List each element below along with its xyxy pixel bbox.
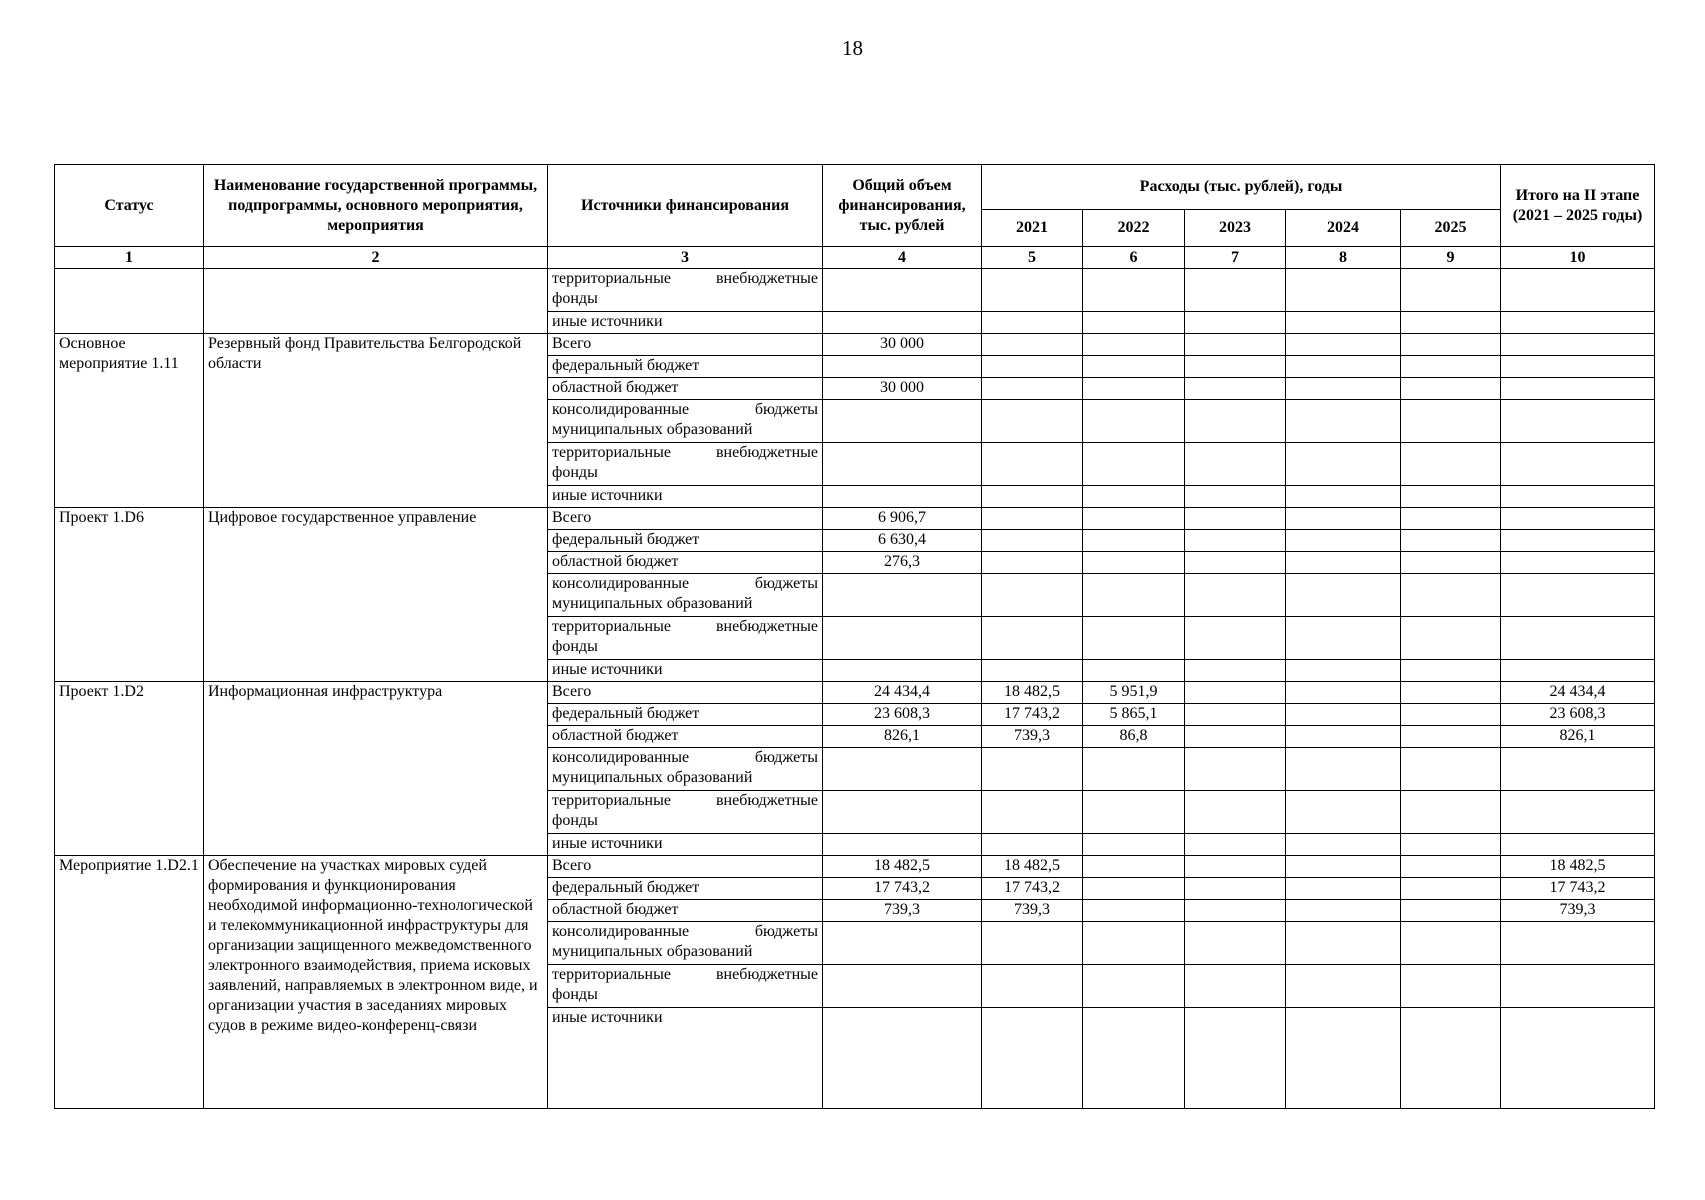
table-row: [55, 269, 1655, 312]
value-cell: 30 000: [823, 334, 982, 356]
row-status: Основное мероприятие 1.11: [55, 334, 204, 508]
value-cell: [982, 1008, 1083, 1109]
value-cell: [1501, 834, 1655, 856]
row-status: Проект 1.D2: [55, 682, 204, 856]
funding-source: федеральный бюджет: [548, 704, 823, 726]
value-cell: [823, 486, 982, 508]
value-cell: [1185, 922, 1286, 965]
value-cell: [1501, 508, 1655, 530]
value-cell: [1286, 617, 1401, 660]
funding-source: консолидированные бюджеты муниципальных образований: [548, 400, 823, 443]
value-cell: [823, 791, 982, 834]
value-cell: [982, 312, 1083, 334]
value-cell: [1401, 312, 1501, 334]
value-cell: [1083, 1008, 1185, 1109]
value-cell: [1286, 791, 1401, 834]
row-name: [204, 269, 548, 334]
value-cell: [1286, 965, 1401, 1008]
value-cell: [1083, 965, 1185, 1008]
value-cell: [1401, 574, 1501, 617]
value-cell: [1185, 748, 1286, 791]
value-cell: [1083, 552, 1185, 574]
funding-source: федеральный бюджет: [548, 878, 823, 900]
funding-source: Всего: [548, 856, 823, 878]
funding-source: консолидированные бюджеты муниципальных образований: [548, 574, 823, 617]
value-cell: [1286, 508, 1401, 530]
value-cell: 739,3: [1501, 900, 1655, 922]
value-cell: [1185, 356, 1286, 378]
value-cell: 17 743,2: [982, 878, 1083, 900]
value-cell: [823, 922, 982, 965]
column-number: 1: [55, 247, 204, 269]
row-status: [55, 269, 204, 334]
value-cell: [1185, 617, 1286, 660]
funding-source: территориальные внебюджетные фонды: [548, 617, 823, 660]
value-cell: [1286, 682, 1401, 704]
value-cell: [1185, 334, 1286, 356]
value-cell: [1286, 356, 1401, 378]
value-cell: [1286, 400, 1401, 443]
value-cell: 23 608,3: [823, 704, 982, 726]
value-cell: [1286, 856, 1401, 878]
header-year-2021: 2021: [982, 210, 1083, 247]
value-cell: [982, 552, 1083, 574]
value-cell: [1501, 530, 1655, 552]
value-cell: [982, 356, 1083, 378]
funding-source: территориальные внебюджетные фонды: [548, 269, 823, 312]
value-cell: [1083, 748, 1185, 791]
column-number: 8: [1286, 247, 1401, 269]
funding-source: областной бюджет: [548, 726, 823, 748]
value-cell: [982, 834, 1083, 856]
value-cell: [982, 791, 1083, 834]
value-cell: [1286, 443, 1401, 486]
value-cell: [1185, 682, 1286, 704]
header-expenses: Расходы (тыс. рублей), годы: [982, 165, 1501, 210]
header-year-2023: 2023: [1185, 210, 1286, 247]
value-cell: [823, 1008, 982, 1109]
value-cell: 17 743,2: [982, 704, 1083, 726]
value-cell: 6 906,7: [823, 508, 982, 530]
value-cell: [1401, 900, 1501, 922]
funding-source: иные источники: [548, 1008, 823, 1109]
value-cell: [1083, 378, 1185, 400]
value-cell: [1501, 443, 1655, 486]
row-status: Проект 1.D6: [55, 508, 204, 682]
value-cell: [1185, 791, 1286, 834]
value-cell: 18 482,5: [982, 682, 1083, 704]
value-cell: [982, 922, 1083, 965]
value-cell: [1185, 443, 1286, 486]
value-cell: [1083, 400, 1185, 443]
value-cell: [982, 486, 1083, 508]
value-cell: [1286, 1008, 1401, 1109]
value-cell: [1083, 922, 1185, 965]
value-cell: [1401, 878, 1501, 900]
value-cell: [1401, 682, 1501, 704]
value-cell: [1401, 617, 1501, 660]
value-cell: 739,3: [982, 900, 1083, 922]
header-year-2025: 2025: [1401, 210, 1501, 247]
value-cell: [1185, 312, 1286, 334]
value-cell: [1083, 356, 1185, 378]
value-cell: [1501, 660, 1655, 682]
value-cell: 5 865,1: [1083, 704, 1185, 726]
value-cell: [1501, 269, 1655, 312]
value-cell: [1501, 1008, 1655, 1109]
value-cell: [1083, 530, 1185, 552]
value-cell: [1286, 704, 1401, 726]
funding-source: областной бюджет: [548, 900, 823, 922]
value-cell: [982, 269, 1083, 312]
funding-source: иные источники: [548, 834, 823, 856]
value-cell: [1501, 791, 1655, 834]
value-cell: [1501, 312, 1655, 334]
value-cell: [1083, 443, 1185, 486]
value-cell: [823, 574, 982, 617]
value-cell: [1286, 574, 1401, 617]
value-cell: [1185, 878, 1286, 900]
value-cell: 18 482,5: [1501, 856, 1655, 878]
value-cell: 739,3: [823, 900, 982, 922]
value-cell: [823, 269, 982, 312]
value-cell: [1286, 334, 1401, 356]
value-cell: [1401, 726, 1501, 748]
value-cell: [982, 617, 1083, 660]
value-cell: [982, 748, 1083, 791]
value-cell: [982, 965, 1083, 1008]
value-cell: [1286, 878, 1401, 900]
table-header: [55, 165, 1655, 269]
value-cell: [982, 378, 1083, 400]
value-cell: [1401, 922, 1501, 965]
row-name: Информационная инфраструктура: [204, 682, 548, 856]
value-cell: [1185, 378, 1286, 400]
header-year-2022: 2022: [1083, 210, 1185, 247]
value-cell: [1185, 508, 1286, 530]
value-cell: [1185, 486, 1286, 508]
value-cell: 17 743,2: [823, 878, 982, 900]
column-number: 4: [823, 247, 982, 269]
table-row: [55, 334, 1655, 356]
value-cell: [1286, 312, 1401, 334]
value-cell: [982, 508, 1083, 530]
value-cell: [1501, 400, 1655, 443]
value-cell: 17 743,2: [1501, 878, 1655, 900]
value-cell: [1401, 856, 1501, 878]
row-name: Обеспечение на участках мировых судей формирования и функционирования необходимой информационно-технологической и телекоммуникационной инфраструктуры для организации защищенного межведомственного электронного взаимодействия, приема исковых заявлений, направляемых в электронном виде, и организации участия в заседаниях мировых судов в режиме видео-конференц-связи: [204, 856, 548, 1109]
table-row: [55, 856, 1655, 878]
funding-source: федеральный бюджет: [548, 356, 823, 378]
funding-source: иные источники: [548, 660, 823, 682]
value-cell: [1083, 834, 1185, 856]
value-cell: [1185, 400, 1286, 443]
row-name: Резервный фонд Правительства Белгородской области: [204, 334, 548, 508]
value-cell: 18 482,5: [823, 856, 982, 878]
value-cell: [1501, 617, 1655, 660]
value-cell: [1185, 269, 1286, 312]
value-cell: [1083, 617, 1185, 660]
value-cell: [982, 530, 1083, 552]
column-number: 5: [982, 247, 1083, 269]
value-cell: [1286, 486, 1401, 508]
value-cell: [1401, 443, 1501, 486]
value-cell: [823, 617, 982, 660]
column-number: 6: [1083, 247, 1185, 269]
value-cell: [1401, 356, 1501, 378]
value-cell: [1083, 312, 1185, 334]
value-cell: [1401, 552, 1501, 574]
funding-source: иные источники: [548, 486, 823, 508]
value-cell: [823, 356, 982, 378]
value-cell: [1185, 900, 1286, 922]
funding-source: территориальные внебюджетные фонды: [548, 443, 823, 486]
value-cell: [1401, 400, 1501, 443]
value-cell: [1083, 660, 1185, 682]
header-year-2024: 2024: [1286, 210, 1401, 247]
value-cell: [982, 660, 1083, 682]
value-cell: [1185, 530, 1286, 552]
value-cell: [1501, 574, 1655, 617]
value-cell: [1501, 552, 1655, 574]
value-cell: 18 482,5: [982, 856, 1083, 878]
value-cell: [823, 834, 982, 856]
value-cell: [1286, 269, 1401, 312]
value-cell: [1083, 574, 1185, 617]
financing-table: [54, 164, 1655, 1109]
value-cell: [1401, 378, 1501, 400]
value-cell: [1401, 486, 1501, 508]
value-cell: [1083, 900, 1185, 922]
value-cell: [1501, 334, 1655, 356]
value-cell: [1083, 878, 1185, 900]
value-cell: 6 630,4: [823, 530, 982, 552]
value-cell: [982, 443, 1083, 486]
table-row: [55, 682, 1655, 704]
funding-source: областной бюджет: [548, 552, 823, 574]
page-number: 18: [842, 36, 863, 60]
value-cell: [1401, 660, 1501, 682]
value-cell: 276,3: [823, 552, 982, 574]
value-cell: [1286, 530, 1401, 552]
value-cell: [1083, 486, 1185, 508]
value-cell: [1501, 922, 1655, 965]
value-cell: [1185, 856, 1286, 878]
header-itogo: Итого на II этапе (2021 – 2025 годы): [1501, 165, 1655, 247]
row-name: Цифровое государственное управление: [204, 508, 548, 682]
value-cell: 826,1: [823, 726, 982, 748]
funding-source: консолидированные бюджеты муниципальных образований: [548, 922, 823, 965]
value-cell: 24 434,4: [1501, 682, 1655, 704]
value-cell: [1401, 965, 1501, 1008]
table-body: [55, 269, 1655, 1109]
funding-source: федеральный бюджет: [548, 530, 823, 552]
row-status: Мероприятие 1.D2.1: [55, 856, 204, 1109]
value-cell: [1185, 552, 1286, 574]
value-cell: [1401, 334, 1501, 356]
value-cell: [1185, 574, 1286, 617]
value-cell: [1401, 748, 1501, 791]
value-cell: [1185, 660, 1286, 682]
value-cell: [1083, 334, 1185, 356]
value-cell: [823, 312, 982, 334]
value-cell: [823, 660, 982, 682]
funding-source: территориальные внебюджетные фонды: [548, 791, 823, 834]
value-cell: 826,1: [1501, 726, 1655, 748]
value-cell: [1286, 552, 1401, 574]
value-cell: [1501, 965, 1655, 1008]
value-cell: [1401, 530, 1501, 552]
funding-source: иные источники: [548, 312, 823, 334]
value-cell: [1185, 704, 1286, 726]
value-cell: [1401, 704, 1501, 726]
column-number: 7: [1185, 247, 1286, 269]
funding-source: Всего: [548, 508, 823, 530]
value-cell: [1286, 660, 1401, 682]
header-total: Общий объем финансирования, тыс. рублей: [823, 165, 982, 247]
value-cell: 739,3: [982, 726, 1083, 748]
value-cell: [1501, 486, 1655, 508]
value-cell: 86,8: [1083, 726, 1185, 748]
value-cell: [982, 334, 1083, 356]
value-cell: [1185, 726, 1286, 748]
funding-source: территориальные внебюджетные фонды: [548, 965, 823, 1008]
value-cell: [1501, 748, 1655, 791]
value-cell: [1401, 834, 1501, 856]
value-cell: [1401, 1008, 1501, 1109]
value-cell: [982, 574, 1083, 617]
column-number: 9: [1401, 247, 1501, 269]
value-cell: [823, 965, 982, 1008]
value-cell: [1185, 965, 1286, 1008]
value-cell: [1083, 508, 1185, 530]
value-cell: [1286, 834, 1401, 856]
value-cell: [1286, 900, 1401, 922]
value-cell: 30 000: [823, 378, 982, 400]
value-cell: 5 951,9: [1083, 682, 1185, 704]
value-cell: [1286, 378, 1401, 400]
column-number: 3: [548, 247, 823, 269]
value-cell: [1501, 356, 1655, 378]
value-cell: [982, 400, 1083, 443]
value-cell: [1083, 791, 1185, 834]
funding-source: консолидированные бюджеты муниципальных образований: [548, 748, 823, 791]
funding-source: Всего: [548, 682, 823, 704]
value-cell: [1083, 269, 1185, 312]
value-cell: [1185, 834, 1286, 856]
header-name: Наименование государственной программы, подпрограммы, основного мероприятия, мероприятия: [204, 165, 548, 247]
header-status: Статус: [55, 165, 204, 247]
value-cell: [1401, 269, 1501, 312]
value-cell: 23 608,3: [1501, 704, 1655, 726]
value-cell: [823, 748, 982, 791]
value-cell: [1286, 922, 1401, 965]
value-cell: [1401, 791, 1501, 834]
value-cell: [823, 400, 982, 443]
table-row: [55, 508, 1655, 530]
funding-source: областной бюджет: [548, 378, 823, 400]
header-sources: Источники финансирования: [548, 165, 823, 247]
value-cell: [1286, 748, 1401, 791]
value-cell: [1083, 856, 1185, 878]
value-cell: 24 434,4: [823, 682, 982, 704]
funding-source: Всего: [548, 334, 823, 356]
column-number: 2: [204, 247, 548, 269]
value-cell: [1401, 508, 1501, 530]
column-number: 10: [1501, 247, 1655, 269]
value-cell: [823, 443, 982, 486]
value-cell: [1501, 378, 1655, 400]
value-cell: [1185, 1008, 1286, 1109]
value-cell: [1286, 726, 1401, 748]
